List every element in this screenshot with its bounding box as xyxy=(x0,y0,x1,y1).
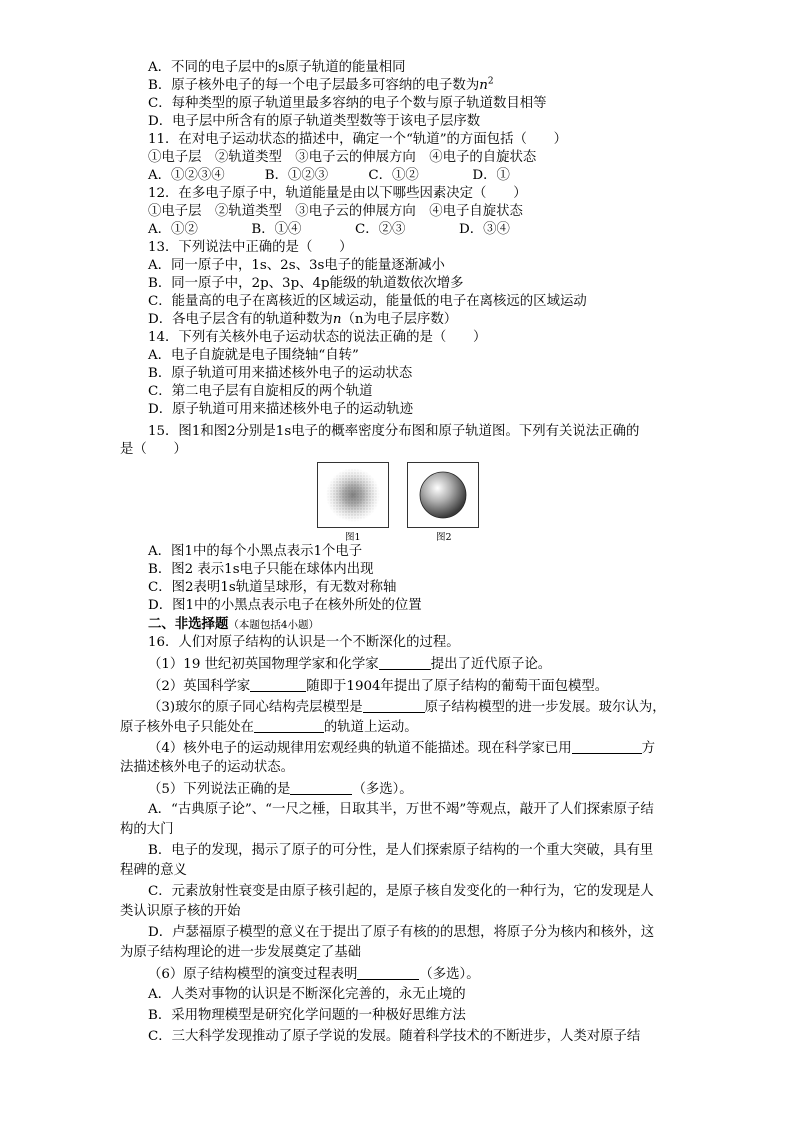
answer-blank[interactable] xyxy=(357,965,419,980)
q10-option-d: D．电子层中所含有的原子轨道类型数等于该电子层序数 xyxy=(148,114,481,129)
q10-option-b: B．原子核外电子的每一个电子层最多可容纳的电子数为$n^2$ xyxy=(148,76,494,93)
electron-cloud-image xyxy=(318,463,388,527)
q16-part1: （1）19 世纪初英国物理学家和化学家 提出了近代原子论。 xyxy=(148,657,552,672)
q13-option-b: B．同一原子中，2p、3p、4p能级的轨道数依次增多 xyxy=(148,276,464,291)
q15-option-b: B．图2 表示1s电子只能在球体内出现 xyxy=(148,562,374,577)
q11-options: A．①②③④ B．①②③ C．①② D．① xyxy=(148,168,510,183)
q16-part3-cont: 原子核外电子只能处在 的轨道上运动。 xyxy=(120,720,418,735)
answer-blank[interactable] xyxy=(379,655,431,670)
section-heading: 二、非选择题（本题包括4小题） xyxy=(148,616,320,632)
q10-option-a: A．不同的电子层中的s原子轨道的能量相同 xyxy=(148,60,406,75)
q16-5-option-a-cont: 构的大门 xyxy=(120,822,174,837)
q15-stem-cont: 是（ ） xyxy=(120,442,187,457)
q11-items: ①电子层 ②轨道类型 ③电子云的伸展方向 ④电子的自旋状态 xyxy=(148,150,537,165)
answer-blank[interactable] xyxy=(250,677,306,692)
sphere-image xyxy=(408,463,478,527)
q13-option-a: A．同一原子中，1s、2s、3s电子的能量逐渐减小 xyxy=(148,258,445,273)
q12-items: ①电子层 ②轨道类型 ③电子云的伸展方向 ④电子自旋状态 xyxy=(148,204,523,219)
q16-5-option-d-cont: 为原子结构理论的进一步发展奠定了基础 xyxy=(120,945,362,960)
q15-option-d: D．图1中的小黑点表示电子在核外所处的位置 xyxy=(148,598,422,613)
q14-option-d: D．原子轨道可用来描述核外电子的运动轨迹 xyxy=(148,402,414,417)
q12-options: A．①② B．①④ C．②③ D．③④ xyxy=(148,222,510,237)
q16-5-option-c: C．元素放射性衰变是由原子核引起的，是原子核自发变化的一种行为，它的发现是人 xyxy=(148,884,654,899)
math-n: n xyxy=(479,78,488,93)
q16-6-option-a: A．人类对事物的认识是不断深化完善的，永无止境的 xyxy=(148,987,466,1002)
q16-part4-cont: 法描述核外电子的运动状态。 xyxy=(120,760,295,775)
q16-part4: （4）核外电子的运动规律用宏观经典的轨道不能描述。现在科学家已用 方 xyxy=(148,741,656,756)
q13-option-d: D．各电子层含有的轨道种数为n（n为电子层序数） xyxy=(148,312,458,327)
q15-stem: 15．图1和图2分别是1s电子的概率密度分布图和原子轨道图。下列有关说法正确的 xyxy=(148,424,640,439)
q15-option-a: A．图1中的每个小黑点表示1个电子 xyxy=(148,544,363,559)
q15-option-c: C．图2表明1s轨道呈球形，有无数对称轴 xyxy=(148,580,397,595)
q16-part3: （3)玻尔的原子同心结构壳层模型是 原子结构模型的进一步发展。玻尔认为， xyxy=(148,700,666,715)
q11-stem: 11．在对电子运动状态的描述中，确定一个“轨道”的方面包括（ ） xyxy=(148,132,568,147)
answer-blank[interactable] xyxy=(290,780,352,795)
q14-option-a: A．电子自旋就是电子围绕轴“自转” xyxy=(148,348,359,363)
q16-5-option-c-cont: 类认识原子核的开始 xyxy=(120,904,241,919)
q10-option-c: C．每种类型的原子轨道里最多容纳的电子个数与原子轨道数目相等 xyxy=(148,96,547,111)
q16-5-option-b: B．电子的发现，揭示了原子的可分性，是人们探索原子结构的一个重大突破，具有里 xyxy=(148,843,654,858)
answer-blank[interactable] xyxy=(363,698,425,713)
q13-stem: 13．下列说法中正确的是（ ） xyxy=(148,240,353,255)
q16-6-option-c: C．三大科学发现推动了原子学说的发展。随着科学技术的不断进步，人类对原子结 xyxy=(148,1029,641,1044)
q12-stem: 12．在多电子原子中，轨道能量是由以下哪些因素决定（ ） xyxy=(148,186,527,201)
figure-2-caption: 图2 xyxy=(436,532,452,543)
q14-option-c: C．第二电子层有自旋相反的两个轨道 xyxy=(148,384,373,399)
q14-option-b: B．原子轨道可用来描述核外电子的运动状态 xyxy=(148,366,413,381)
q16-6-option-b: B．采用物理模型是研究化学问题的一种极好思维方法 xyxy=(148,1008,466,1023)
q16-part6: （6）原子结构模型的演变过程表明 （多选）。 xyxy=(148,967,480,982)
q16-stem: 16．人们对原子结构的认识是一个不断深化的过程。 xyxy=(148,635,460,650)
answer-blank[interactable] xyxy=(254,718,324,733)
q16-5-option-d: D．卢瑟福原子模型的意义在于提出了原子有核的的思想，将原子分为核内和核外，这 xyxy=(148,925,655,940)
q16-5-option-a: A．“古典原子论”、“一尺之棰，日取其半，万世不竭”等观点，敲开了人们探索原子结 xyxy=(148,802,654,817)
q16-part2: （2）英国科学家 随即于1904年提出了原子结构的葡萄干面包模型。 xyxy=(148,679,609,694)
figure-2-orbital-sphere xyxy=(407,462,479,528)
q13-option-c: C．能量高的电子在离核近的区域运动，能量低的电子在离核远的区域运动 xyxy=(148,294,587,309)
figure-1-caption: 图1 xyxy=(345,532,361,543)
q14-stem: 14．下列有关核外电子运动状态的说法正确的是（ ） xyxy=(148,330,487,345)
answer-blank[interactable] xyxy=(572,739,642,754)
figure-1-electron-cloud xyxy=(317,462,389,528)
q16-5-option-b-cont: 程碑的意义 xyxy=(120,863,187,878)
q16-part5: （5）下列说法正确的是 （多选）。 xyxy=(148,782,413,797)
